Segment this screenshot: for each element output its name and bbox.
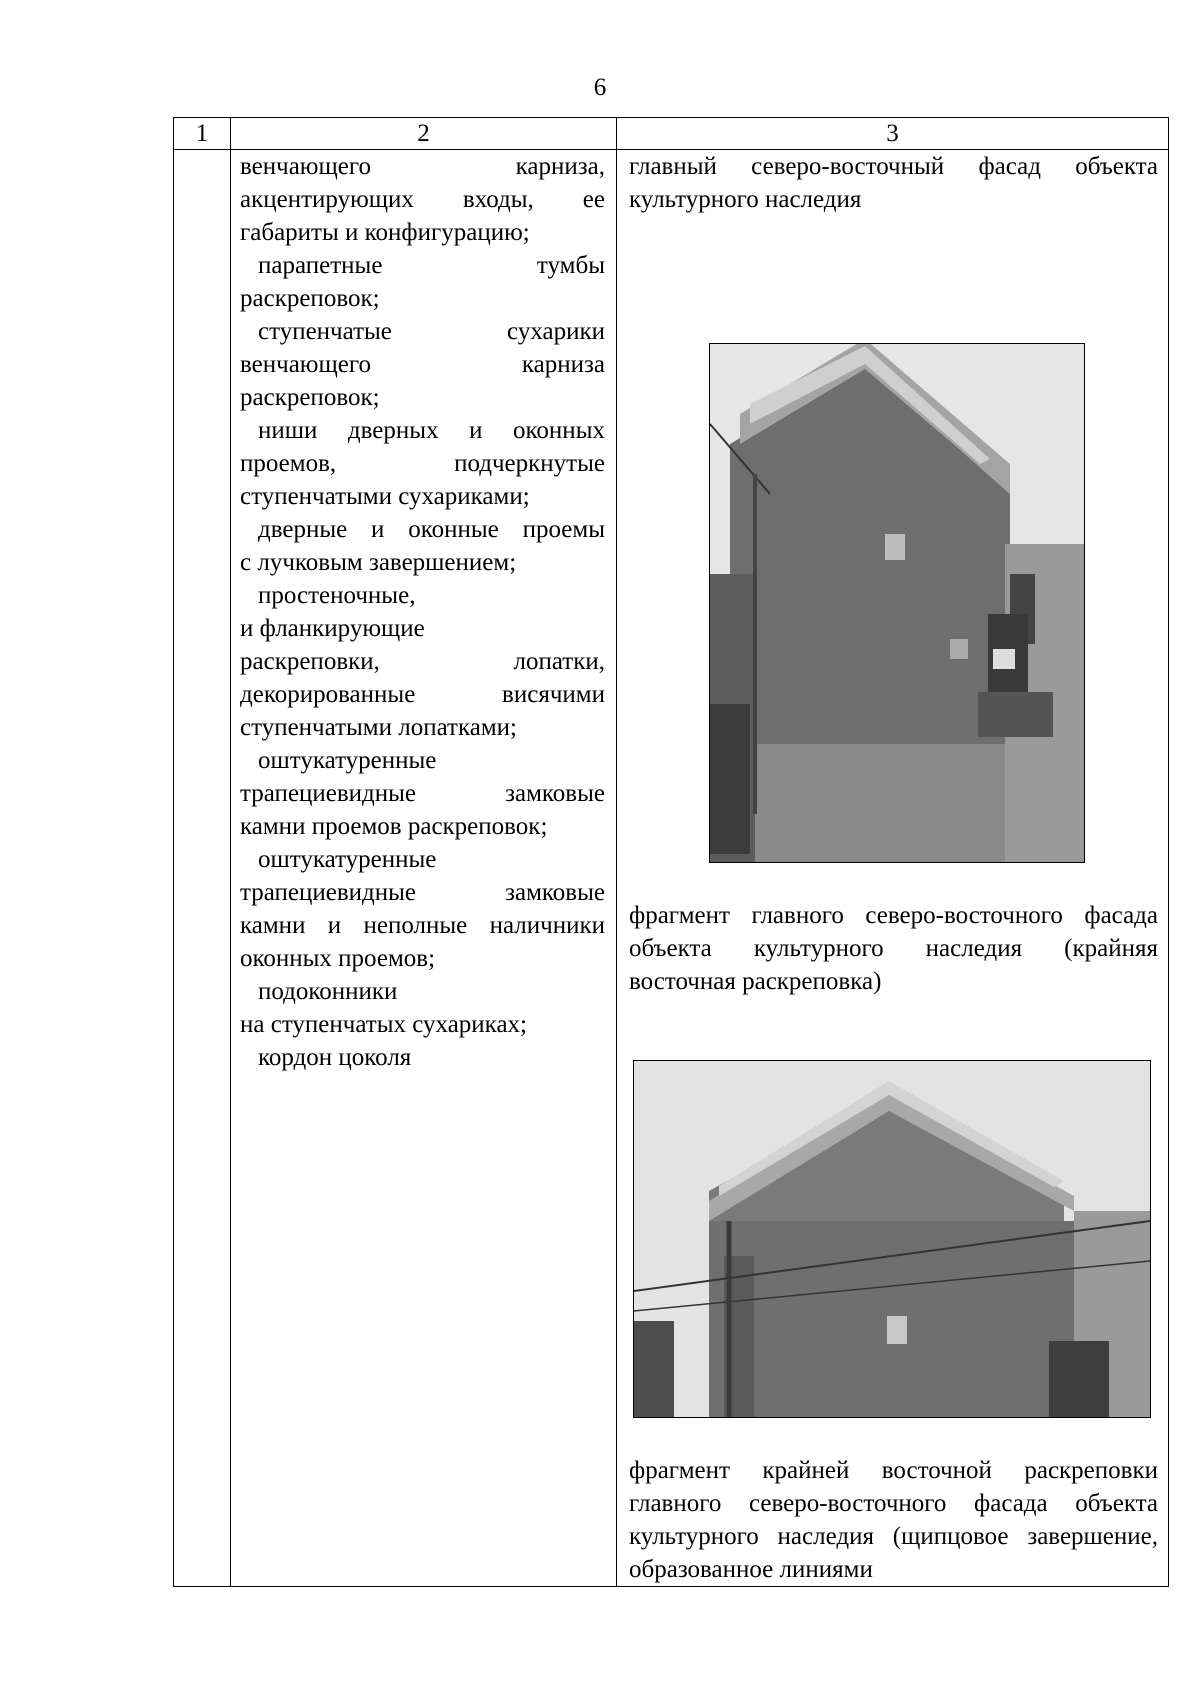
element-line: трапециевидные замковые	[240, 879, 605, 906]
cell-photos	[617, 150, 1169, 1587]
element-line: с лучковым завершением;	[240, 549, 517, 576]
element-line: ступенчатыми лопатками;	[240, 714, 517, 741]
caption-facade-fragment: фрагмент главного северо-восточного фасада объекта культурного наследия (крайняя восточная раскреповка)	[629, 902, 1158, 995]
element-line: ступенчатыми сухариками;	[240, 483, 530, 510]
caption-gable-fragment: фрагмент крайней восточной раскреповки главного северо-восточного фасада объекта культурного наследия (щипцовое завершение, образованное линиями	[629, 1457, 1158, 1583]
element-line: подоконники	[258, 978, 398, 1005]
header-col-2: 2	[231, 118, 617, 150]
element-line: простеночные,	[258, 582, 416, 609]
element-line: акцентирующих входы, ее	[240, 186, 605, 213]
cell-number	[174, 150, 231, 1587]
element-line: декорированные висячими	[240, 681, 605, 708]
element-line: кордон цоколя	[258, 1044, 412, 1071]
element-line: венчающего карниза	[240, 351, 605, 378]
fragment-photo-image	[634, 1061, 1150, 1417]
element-line: оштукатуренные	[258, 747, 437, 774]
element-line: раскреповок;	[240, 285, 380, 312]
facade-photo	[709, 343, 1085, 863]
header-col-3: 3	[617, 118, 1169, 150]
element-line: трапециевидные замковые	[240, 780, 605, 807]
element-line: ступенчатые сухарики	[258, 318, 605, 345]
element-line: габариты и конфигурацию;	[240, 219, 530, 246]
element-line: камни проемов раскреповок;	[240, 813, 548, 840]
table-header-row	[174, 118, 1169, 150]
element-line: оконных проемов;	[240, 945, 436, 972]
element-line: венчающего карниза,	[240, 153, 605, 180]
element-line: раскреповок;	[240, 384, 380, 411]
elements-list	[240, 150, 605, 1074]
element-line: дверные и оконные проемы	[258, 516, 605, 543]
table-body-row	[174, 150, 1169, 1587]
fragment-photo	[633, 1060, 1151, 1418]
caption-main-facade: главный северо-восточный фасад объекта культурного наследия	[629, 153, 1158, 213]
cell-elements-list	[231, 150, 617, 1587]
element-line: ниши дверных и оконных	[258, 417, 605, 444]
element-line: оштукатуренные	[258, 846, 437, 873]
header-col-1: 1	[174, 118, 231, 150]
element-line: раскреповки, лопатки,	[240, 648, 605, 675]
element-line: проемов, подчеркнутые	[240, 450, 605, 477]
description-table	[173, 117, 1169, 1587]
element-line: камни и неполные наличники	[240, 912, 605, 939]
page-number: 6	[593, 74, 607, 101]
facade-photo-image	[710, 344, 1084, 862]
element-line: парапетные тумбы	[258, 252, 605, 279]
element-line: на ступенчатых сухариках;	[240, 1011, 527, 1038]
element-line: и фланкирующие	[240, 615, 425, 642]
